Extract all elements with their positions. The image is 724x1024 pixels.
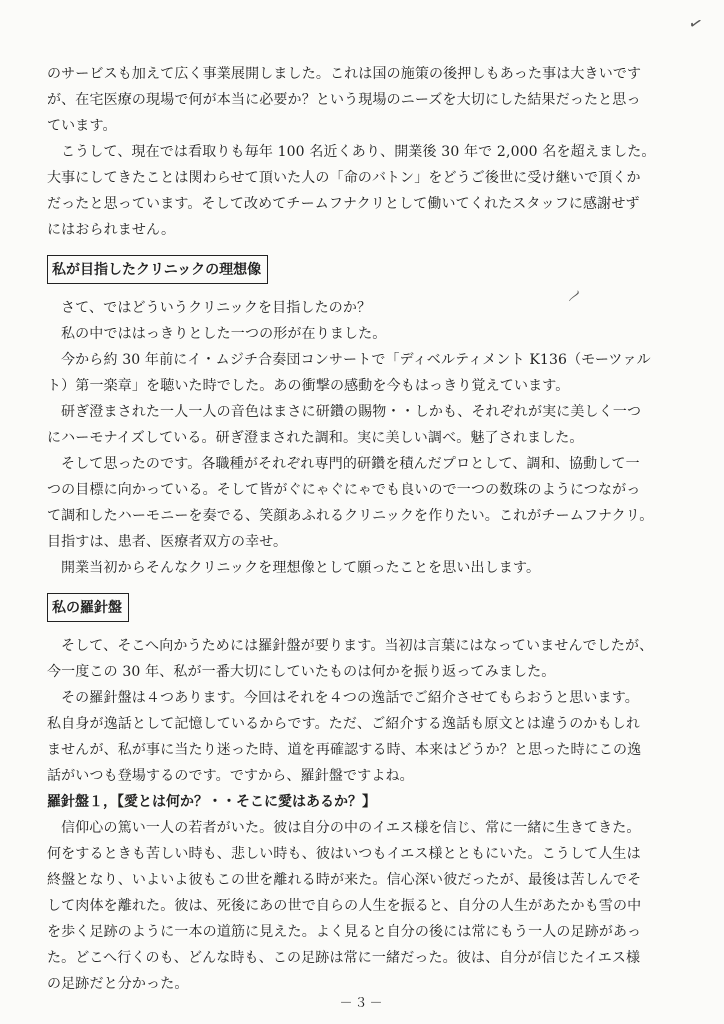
text-line: して肉体を離れた。彼は、死後にあの世で自らの人生を振ると、自分の人生があたかも雪の中: [47, 898, 642, 914]
text-line: 信仰心の篤い一人の若者がいた。彼は自分の中のイエス様を信じ、常に一緒に生きてきた。: [61, 820, 641, 836]
text-line: 研ぎ澄まされた一人一人の音色はまさに研鑽の賜物・・しかも、それぞれが実に美しく一つ: [61, 404, 642, 420]
text-line: 私の中でははっきりとした一つの形が在りました。: [61, 326, 387, 342]
text-line: 目指すは、患者、医療者双方の幸せ。: [47, 534, 288, 550]
text-line: を歩く足跡のように一本の道筋に見えた。よく見ると自分の後には常にもう一人の足跡があっ: [47, 924, 642, 940]
text-line: 開業当初からそんなクリニックを理想像として願ったことを思い出します。: [61, 560, 541, 576]
text-line: 今一度この 30 年、私が一番大切にしていたものは何かを振り返ってみました。: [47, 664, 556, 680]
text-line: て調和したハーモニーを奏でる、笑顔あふれるクリニックを作りたい。これがチームフナクリ。: [47, 508, 654, 524]
text-line: ト）第一楽章」を聴いた時でした。あの衝撃の感動を今もはっきり覚えています。: [47, 378, 570, 394]
section-heading-ideal-clinic: 私が目指したクリニックの理想像: [47, 255, 268, 284]
text-line: 大事にしてきたことは関わらせて頂いた人の「命のバトン」をどうご後世に受け継いで頂くか: [47, 170, 641, 186]
text-line: こうして、現在では看取りも毎年 100 名近くあり、開業後 30 年で 2,000 名を超えました。: [61, 144, 656, 160]
text-line: ませんが、私が事に当たり迷った時、道を再確認する時、本来はどうか？と思った時にこの逸: [47, 742, 642, 758]
text-line: さて、ではどういうクリニックを目指したのか？: [61, 300, 372, 316]
text-line: た。どこへ行くのも、どんな時も、この足跡は常に一緒だった。彼は、自分が信じたイエス様: [47, 950, 641, 966]
text-line: にハーモナイズしている。研ぎ澄まされた調和。実に美しい調べ。魅了されました。: [47, 430, 584, 446]
text-line: の足跡だと分かった。: [47, 976, 189, 992]
text-line: 今から約 30 年前にイ・ムジチ合奏団コンサートで「ディベルティメント K136（モーツァル: [61, 352, 651, 368]
text-line: その羅針盤は４つあります。今回はそれを４つの逸話でご紹介させてもらおうと思います。: [61, 690, 639, 706]
section-heading-compass: 私の羅針盤: [47, 593, 129, 622]
pen-check-mark: ✓: [686, 12, 706, 35]
text-line: にはおられません。: [47, 222, 176, 238]
text-line: だったと思っています。そして改めてチームフナクリとして働いてくれたスタッフに感謝せず: [47, 196, 640, 212]
compass-1-subheading: 羅針盤１，【愛とは何か？・・そこに愛はあるか？】: [47, 794, 376, 810]
text-line: 私自身が逸話として記憶しているからです。ただ、ご紹介する逸話も原文とは違うのかもしれ: [47, 716, 641, 732]
pen-stray-mark: 〳: [565, 287, 584, 307]
text-line: つの目標に向かっている。そして皆がぐにゃぐにゃでも良いので一つの数珠のようにつながっ: [47, 482, 641, 498]
page-number: －３－: [339, 996, 385, 1011]
body-text: [47, 61, 687, 997]
text-line: ています。: [47, 118, 117, 134]
text-line: 話がいつも登場するのです。ですから、羅針盤ですよね。: [47, 768, 414, 784]
text-line: のサービスも加えて広く事業展開しました。これは国の施策の後押しもあった事は大きいです: [47, 66, 642, 82]
text-line: が、在宅医療の現場で何が本当に必要か？という現場のニーズを大切にした結果だったと思っ: [47, 92, 641, 108]
text-line: そして思ったのです。各職種がそれぞれ専門的研鑽を積んだプロとして、調和、協動して一: [61, 456, 640, 472]
text-line: 終盤となり、いよいよ彼もこの世を離れる時が来た。信心深い彼だったが、最後は苦しんでそ: [47, 872, 642, 888]
text-line: 何をするときも苦しい時も、悲しい時も、彼はいつもイエス様とともにいた。こうして人生は: [47, 846, 641, 862]
text-line: そして、そこへ向かうためには羅針盤が要ります。当初は言葉にはなっていませんでしたが、: [61, 638, 654, 654]
